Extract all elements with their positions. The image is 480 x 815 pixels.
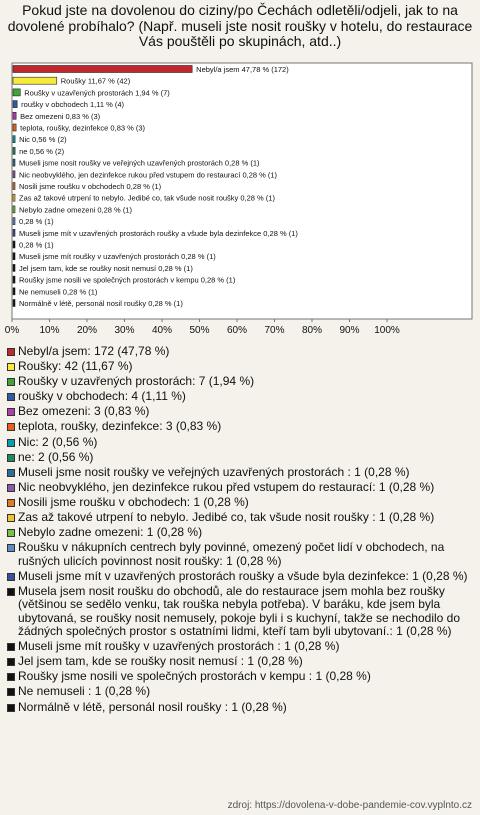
legend-swatch — [7, 529, 15, 537]
legend-label: Nic neobvyklého, jen dezinfekce rukou před vstupem do restaurací: 1 (0,28 %) — [18, 479, 435, 494]
legend-label: Nosili jsme roušku v obchodech: 1 (0,28 %) — [18, 494, 249, 509]
bar — [13, 77, 57, 84]
bar — [13, 194, 15, 201]
legend-item — [7, 670, 473, 683]
bar — [13, 124, 16, 131]
bar-label: Nebyl/a jsem 47,78 % (172) — [196, 65, 289, 74]
legend-item — [7, 526, 473, 539]
legend-item — [7, 436, 473, 449]
legend-label: Zas až takové utrpení to nebylo. Jedibé co, tak všude nosit roušky : 1 (0,28 %) — [18, 510, 435, 525]
legend-label: Bez omezeni: 3 (0,83 %) — [18, 404, 150, 419]
legend-swatch — [7, 363, 15, 371]
legend-item — [7, 701, 473, 714]
legend-item — [7, 390, 473, 403]
bar-label: 0,28 % (1) — [19, 240, 54, 250]
legend-swatch — [7, 408, 15, 416]
legend-item — [7, 405, 473, 418]
bar — [13, 229, 15, 236]
legend-label: Roušky jsme nosili ve společných prostorách v kempu : 1 (0,28 %) — [18, 669, 371, 684]
legend-item — [7, 420, 473, 433]
bar — [13, 276, 15, 283]
bar — [13, 218, 15, 225]
legend-swatch — [7, 393, 15, 401]
x-tick-label: 70% — [264, 325, 285, 336]
legend-label: Musela jsem nosit roušku do obchodů, ale do restaurace jsem mohla bez roušky (většinou se sedělo venku, tak rouška nebyla potřeba). V baráku, kde jsem byla ubytovaná, se roušky nosit nemusely, pokoje byli i s kuchyní, takže se nechodilo do žádných společných prostor s ostatními lidmi, kteří tam byli ubytovaní.: 1 (0,28 %) — [18, 583, 461, 639]
legend-swatch — [7, 673, 15, 681]
legend-swatch — [7, 469, 15, 477]
x-tick-label: 30% — [114, 325, 135, 336]
legend-label: Museli jsme nosit roušky ve veřejných uzavřených prostorách : 1 (0,28 %) — [18, 464, 410, 479]
legend-item — [7, 585, 473, 639]
legend-swatch — [7, 454, 15, 462]
bar-label: Normálně v létě, personál nosil roušky 0,28 % (1) — [19, 299, 183, 308]
bar — [13, 171, 15, 178]
bar — [13, 159, 15, 166]
legend-swatch — [7, 378, 15, 386]
legend-label: Roušky v uzavřených prostorách: 7 (1,94 %) — [18, 374, 255, 389]
x-tick-label: 20% — [76, 325, 98, 336]
legend-label: Roušky: 42 (11,67 %) — [18, 359, 133, 374]
bar-label: Museli jsme mít roušky v uzavřených prostorách 0,28 % (1) — [19, 252, 216, 262]
bar — [13, 253, 15, 260]
legend-item — [7, 570, 473, 583]
legend-item — [7, 685, 473, 698]
x-tick-label: 0% — [4, 325, 20, 336]
bar-label: Nic neobvyklého, jen dezinfekce rukou před vstupem do restaurací 0,28 % (1) — [19, 170, 278, 180]
bar-label: Roušky jsme nosili ve společných prostorách v kempu 0,28 % (1) — [19, 275, 236, 285]
chart-legend — [7, 345, 473, 716]
bar — [13, 288, 15, 295]
legend-swatch — [7, 499, 15, 507]
legend-label: Nebylo zadne omezeni: 1 (0,28 %) — [18, 525, 203, 540]
bar-label: Roušky 11,67 % (42) — [60, 76, 131, 86]
legend-swatch — [7, 423, 15, 431]
bar — [13, 66, 192, 73]
legend-item — [7, 511, 473, 524]
legend-item — [7, 345, 473, 358]
bar-label: Nosili jsme roušku v obchodech 0,28 % (1) — [19, 182, 162, 191]
bar-label: Museli jsme nosit roušky ve veřejných uzavřených prostorách 0,28 % (1) — [19, 158, 260, 168]
bar — [13, 206, 15, 213]
legend-swatch — [7, 658, 15, 666]
bar-label: Nic 0,56 % (2) — [19, 135, 67, 145]
bar-label: Zas až takové utrpení to nebylo. Jedibé co, tak všude nosit roušky 0,28 % (1) — [19, 193, 275, 203]
source-note: zdroj: https://dovolena-v-dobe-pandemie-cov.vyplnto.cz — [227, 800, 472, 811]
x-tick-label: 40% — [151, 325, 173, 336]
legend-label: Normálně v létě, personál nosil roušky : 1 (0,28 %) — [18, 699, 287, 714]
x-tick-label: 10% — [39, 325, 60, 336]
x-tick-label: 80% — [301, 325, 323, 336]
legend-swatch — [7, 704, 15, 712]
legend-label: Nebyl/a jsem: 172 (47,78 %) — [18, 344, 170, 358]
legend-swatch — [7, 348, 15, 356]
bar — [13, 300, 15, 307]
legend-swatch — [7, 484, 15, 492]
legend-item — [7, 481, 473, 494]
legend-swatch — [7, 573, 15, 581]
bar — [13, 136, 15, 143]
legend-swatch — [7, 643, 15, 651]
bar — [13, 264, 15, 271]
chart-title: Pokud jste na dovolenou do ciziny/po Čechách odletěli/odjeli, jak to na dovolené probíhalo? (Např. museli jste nosit roušky v hotelu, do restaurace Vás pouštěli po skupinách, atd..) — [7, 2, 473, 49]
legend-item — [7, 375, 473, 388]
legend-item — [7, 640, 473, 653]
bar — [13, 147, 15, 154]
legend-label: Museli jsme mít roušky v uzavřených prostorách : 1 (0,28 %) — [18, 639, 340, 654]
legend-swatch — [7, 688, 15, 696]
legend-swatch — [7, 544, 15, 552]
bar — [13, 183, 15, 190]
legend-item — [7, 496, 473, 509]
bar-label: Bez omezeni 0,83 % (3) — [20, 111, 101, 121]
legend-label: Nic: 2 (0,56 %) — [18, 434, 98, 449]
bar-label: teplota, roušky, dezinfekce 0,83 % (3) — [20, 123, 146, 133]
legend-item — [7, 360, 473, 373]
bar-label: Jel jsem tam, kde se roušky nosit nemusí 0,28 % (1) — [19, 263, 193, 273]
bar-label: 0,28 % (1) — [19, 217, 54, 227]
legend-label: teplota, roušky, dezinfekce: 3 (0,83 %) — [18, 419, 222, 434]
legend-item — [7, 541, 473, 568]
bar-label: ne 0,56 % (2) — [19, 146, 65, 156]
bar-label: roušky v obchodech 1,11 % (4) — [21, 100, 125, 110]
legend-label: Jel jsem tam, kde se roušky nosit nemusí : 1 (0,28 %) — [18, 654, 303, 669]
legend-item — [7, 655, 473, 668]
bar — [13, 112, 16, 119]
legend-swatch — [7, 588, 15, 596]
bar — [13, 89, 20, 96]
bar-chart — [0, 0, 480, 345]
bar-label: Museli jsme mít v uzavřených prostorách roušky a všude byla dezinfekce 0,28 % (1) — [19, 228, 298, 238]
legend-label: roušky v obchodech: 4 (1,11 %) — [18, 389, 186, 404]
x-tick-label: 60% — [226, 325, 248, 336]
legend-label: Ne nemuseli : 1 (0,28 %) — [18, 684, 151, 699]
legend-label: ne: 2 (0,56 %) — [18, 449, 94, 464]
bar — [13, 101, 17, 108]
bar-label: Nebylo zadne omezeni 0,28 % (1) — [19, 205, 132, 215]
x-tick-label: 100% — [374, 325, 400, 336]
legend-item — [7, 466, 473, 479]
legend-swatch — [7, 439, 15, 447]
legend-label: Roušku v nákupních centrech byly povinné, omezený počet lidí v obchodech, na rušných ulicích povinnost nosit roušky: 1 (0,28 %) — [18, 540, 445, 568]
x-tick-label: 90% — [339, 325, 360, 336]
legend-item — [7, 451, 473, 464]
legend-label: Museli jsme mít v uzavřených prostorách roušky a všude byla dezinfekce: 1 (0,28 %) — [18, 568, 468, 583]
x-tick-label: 50% — [189, 325, 210, 336]
bar — [13, 241, 15, 248]
bar-label: Ne nemuseli 0,28 % (1) — [19, 287, 98, 297]
bar-label: Roušky v uzavřených prostorách 1,94 % (7) — [24, 88, 170, 98]
legend-swatch — [7, 514, 15, 522]
